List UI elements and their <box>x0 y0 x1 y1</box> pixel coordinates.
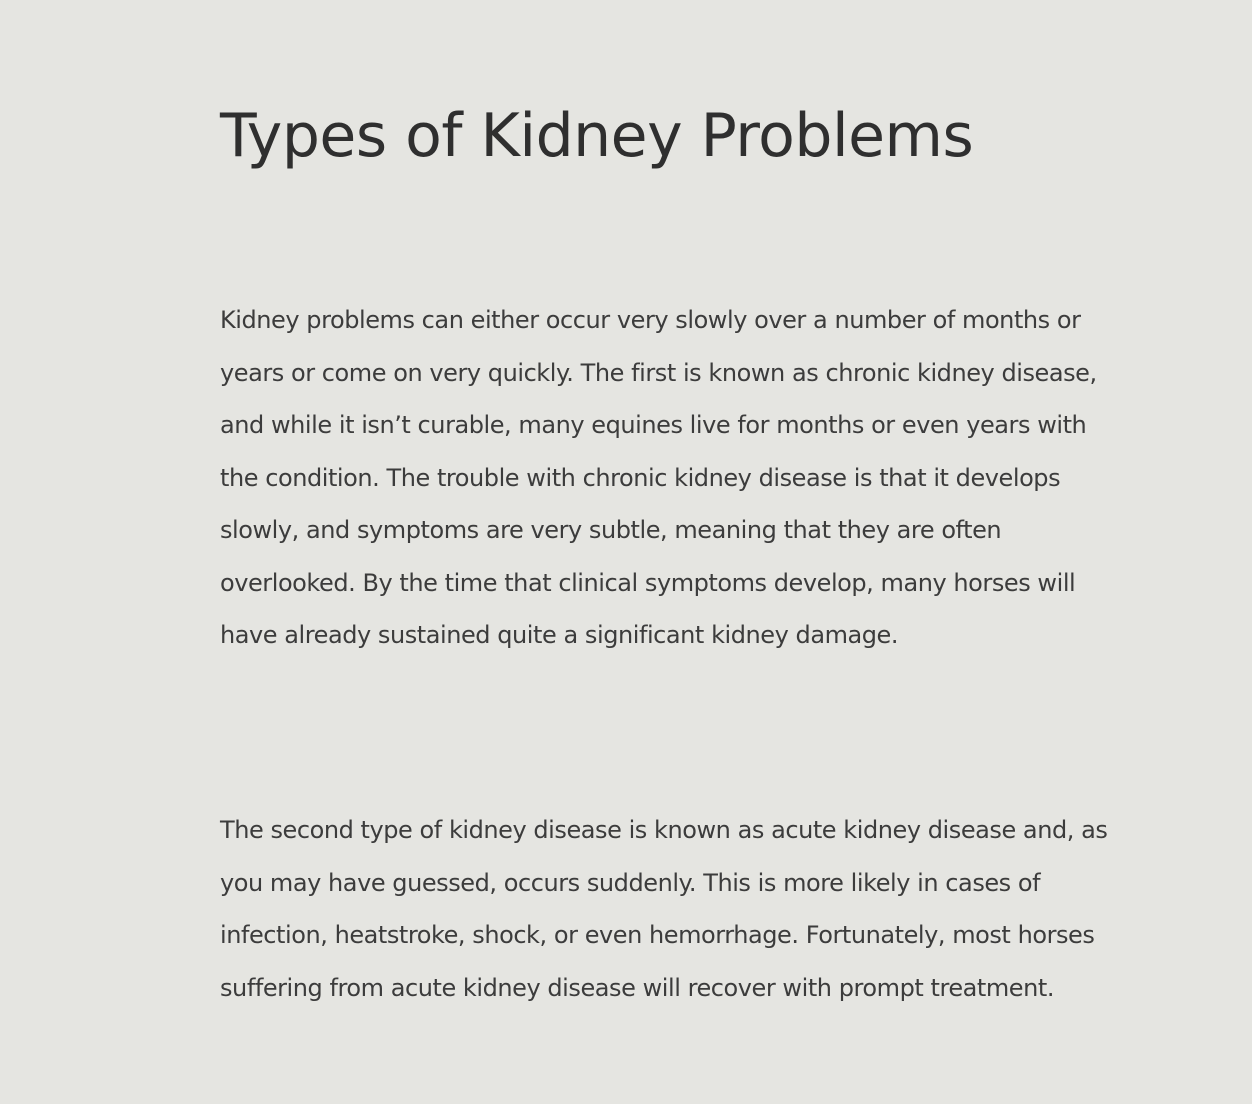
paragraph-chronic-kidney-disease: Kidney problems can either occur very slowly over a number of months or years or come on very quickly. The first is known as chronic kidney disease, and while it isn’t curable, many equines live for months or even years with the condition. The trouble with chronic kidney disease is that it develops slowly, and symptoms are very subtle, meaning that they are often overlooked. By the time that clinical symptoms develop, many horses will have already sustained quite a significant kidney damage. <box>220 306 1097 649</box>
paragraph-acute-kidney-disease: The second type of kidney disease is known as acute kidney disease and, as you may have guessed, occurs suddenly. This is more likely in cases of infection, heatstroke, shock, or even hemorrhage. Fortunately, most horses suffering from acute kidney disease will recover with prompt treatment. <box>220 816 1108 1002</box>
page-title: Types of Kidney Problems <box>220 101 974 171</box>
